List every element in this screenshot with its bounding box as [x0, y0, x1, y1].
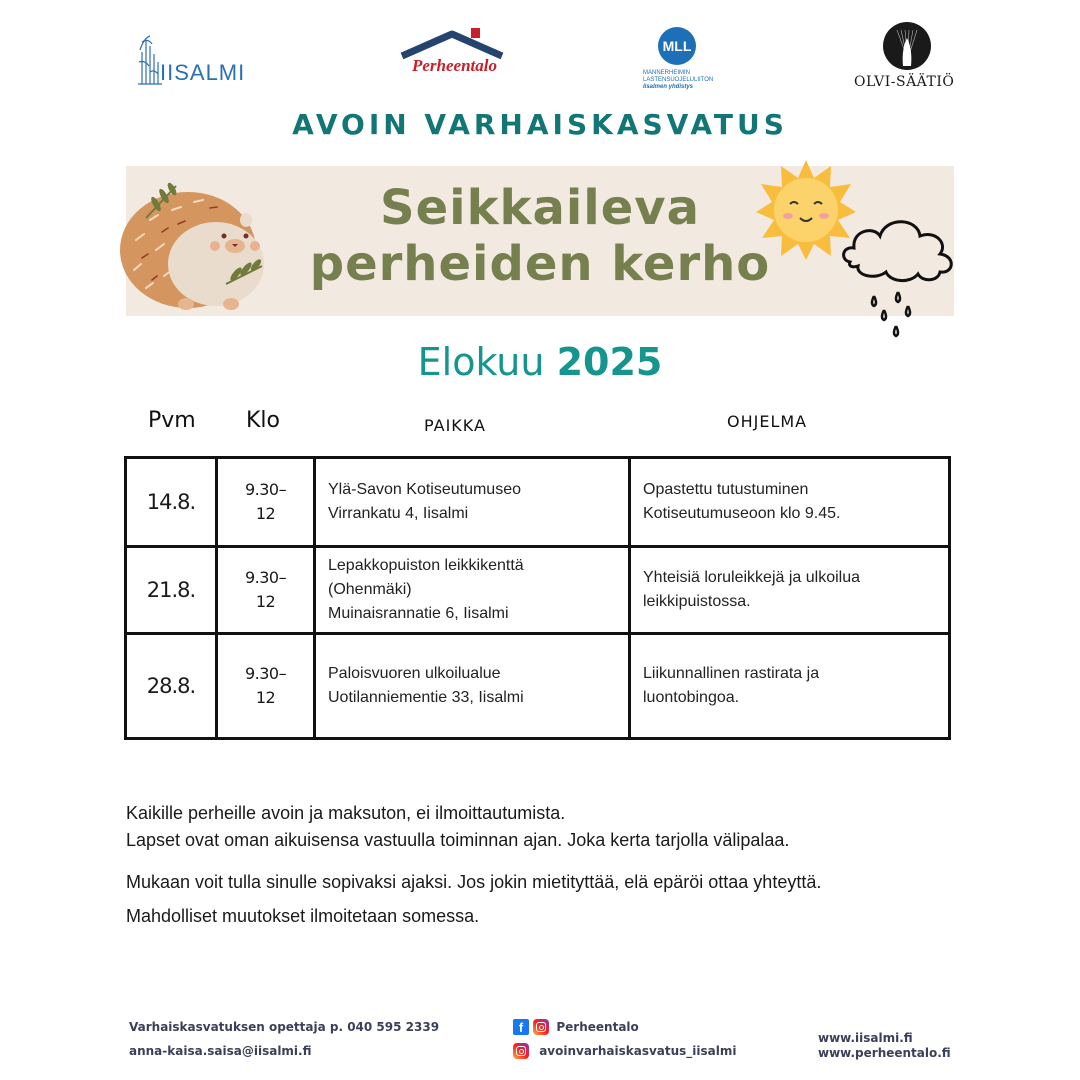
social-instagram-label: avoinvarhaiskasvatus_iisalmi — [539, 1043, 737, 1058]
place-line: Ylä-Savon Kotiseutumuseo — [328, 481, 521, 498]
time-end: 12 — [255, 592, 276, 611]
perheentalo-logo — [398, 28, 508, 84]
month-heading — [0, 340, 1080, 384]
instagram-icon — [533, 1019, 549, 1035]
social-perheentalo-label: Perheentalo — [556, 1019, 639, 1034]
cell-time — [217, 634, 315, 739]
cell-date: 28.8. — [126, 634, 217, 739]
schedule-table — [124, 456, 951, 740]
cell-place — [315, 547, 630, 634]
column-header-paikka: PAIKKA — [424, 416, 486, 435]
time-start: 9.30– — [244, 664, 287, 683]
place-line: Paloisvuoren ulkoilualue — [328, 665, 501, 682]
cell-time — [217, 458, 315, 547]
perheentalo-logo-text: Perheentalo — [412, 56, 497, 75]
time-start: 9.30– — [244, 480, 287, 499]
olvi-logo — [848, 22, 968, 94]
place-line: Virrankatu 4, Iisalmi — [328, 505, 469, 522]
info-line-3: Mukaan voit tulla sinulle sopivaksi ajaksi. Jos jokin mietityttää, elä epäröi ottaa yhteyttä. — [126, 872, 822, 892]
social-perheentalo[interactable] — [513, 1019, 639, 1035]
program-line: Liikunnallinen rastirata ja — [643, 665, 820, 682]
mll-line-3: Iisalmen yhdistys — [643, 84, 694, 90]
cell-date: 21.8. — [126, 547, 217, 634]
social-instagram[interactable] — [513, 1043, 737, 1059]
program-line: Opastettu tutustuminen — [643, 481, 809, 498]
cell-date: 14.8. — [126, 458, 217, 547]
cell-time — [217, 547, 315, 634]
column-header-ohjelma: OHJELMA — [727, 412, 808, 431]
program-line: luontobingoa. — [643, 689, 740, 706]
place-line: (Ohenmäki) — [328, 581, 412, 598]
table-row — [126, 458, 950, 547]
facebook-icon: f — [513, 1019, 529, 1035]
cell-program — [630, 458, 950, 547]
month-name: Elokuu — [417, 340, 545, 384]
time-start: 9.30– — [244, 568, 287, 587]
place-line: Uotilanniementie 33, Iisalmi — [328, 689, 524, 706]
cell-place — [315, 458, 630, 547]
program-line: Yhteisiä loruleikkejä ja ulkoilua — [643, 569, 861, 586]
rain-cloud-icon — [840, 210, 964, 346]
column-header-klo: Klo — [246, 408, 280, 433]
mll-line-2: LASTENSUOJELULIITON — [643, 77, 714, 83]
iisalmi-logo-text: IISALMI — [160, 60, 246, 85]
website-iisalmi[interactable]: www.iisalmi.fi — [818, 1031, 913, 1045]
time-end: 12 — [255, 504, 276, 523]
table-row — [126, 634, 950, 739]
info-line-2: Lapset ovat oman aikuisensa vastuulla toiminnan ajan. Joka kerta tarjolla välipalaa. — [126, 830, 790, 850]
place-line: Muinaisrannatie 6, Iisalmi — [328, 605, 509, 622]
program-line: Kotiseutumuseoon klo 9.45. — [643, 505, 841, 522]
cell-program — [630, 634, 950, 739]
mll-badge: MLL — [658, 27, 696, 65]
mll-line-1: MANNERHEIMIN — [643, 70, 691, 76]
kicker-heading: AVOIN VARHAISKASVATUS — [292, 108, 788, 141]
info-line-4: Mahdolliset muutokset ilmoitetaan somessa. — [126, 906, 480, 926]
banner-title-line-2: perheiden kerho — [309, 236, 771, 292]
month-year: 2025 — [556, 340, 663, 384]
cell-program — [630, 547, 950, 634]
place-line: Lepakkopuiston leikkikenttä — [328, 557, 524, 574]
website-perheentalo[interactable]: www.perheentalo.fi — [818, 1046, 951, 1060]
info-line-1: Kaikille perheille avoin ja maksuton, ei ilmoittautumista. — [126, 803, 566, 823]
iisalmi-tower-icon — [136, 32, 162, 88]
contact-phone: Varhaiskasvatuksen opettaja p. 040 595 2339 — [129, 1020, 440, 1034]
table-row — [126, 547, 950, 634]
olvi-logo-text: OLVI-SÄÄTIÖ — [854, 74, 955, 90]
cell-place — [315, 634, 630, 739]
iisalmi-logo — [136, 32, 266, 88]
olvi-emblem-icon — [883, 22, 931, 70]
column-header-pvm: Pvm — [148, 408, 196, 433]
banner-title-line-1: Seikkaileva — [380, 180, 700, 236]
contact-email[interactable]: anna-kaisa.saisa@iisalmi.fi — [129, 1044, 312, 1058]
program-line: leikkipuistossa. — [643, 593, 751, 610]
mll-logo — [643, 27, 743, 97]
instagram-icon — [513, 1043, 529, 1059]
time-end: 12 — [255, 688, 276, 707]
